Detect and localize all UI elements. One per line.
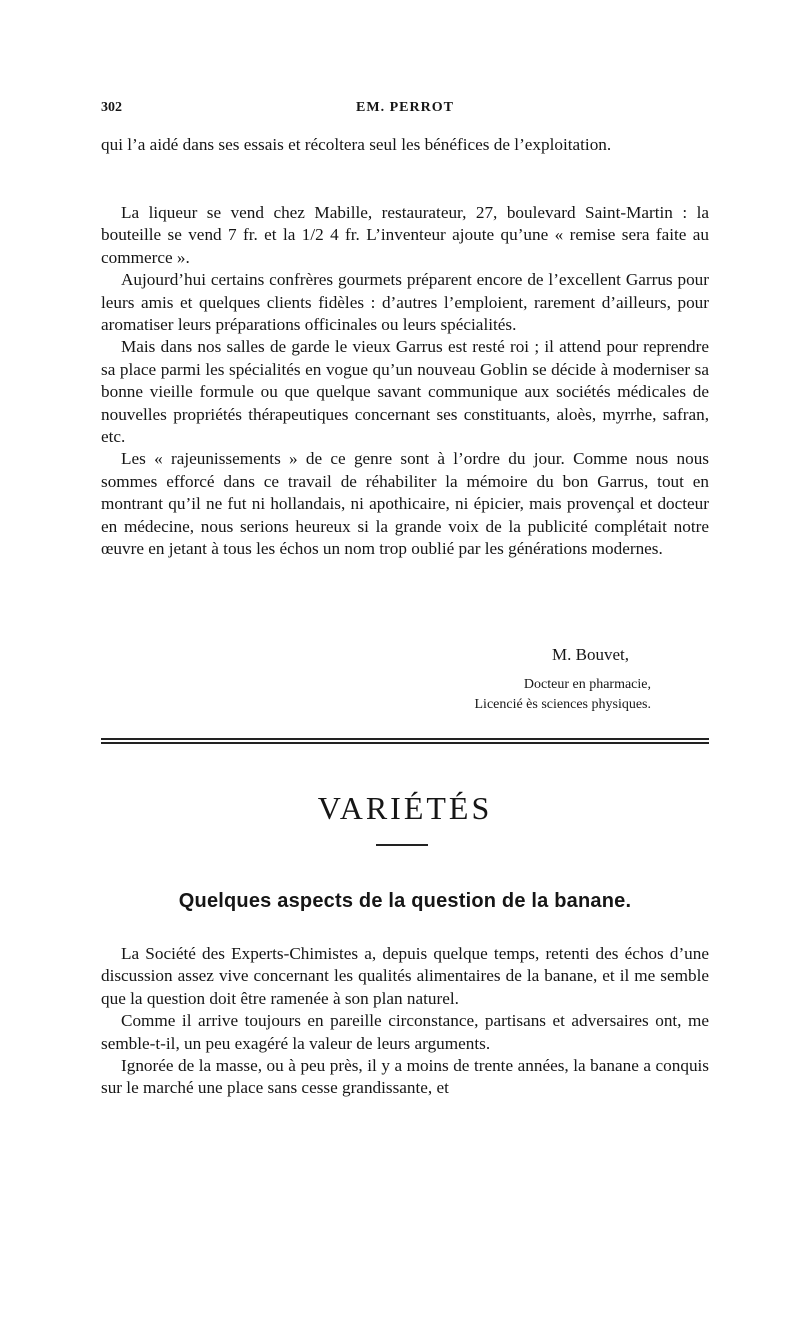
page-number: 302 bbox=[101, 100, 122, 115]
article-title: Quelques aspects de la question de la banane. bbox=[178, 890, 632, 912]
section-title: VARIÉTÉS bbox=[317, 790, 493, 826]
paragraph: Ignorée de la masse, ou à peu près, il y a moins de trente années, la banane a conquis sur le marché une place sans cesse grandissante, et bbox=[101, 1056, 709, 1098]
paragraph: Les « rajeunissements » de ce genre sont à l’ordre du jour. Comme nous nous sommes efforcé dans ce travail de réhabiliter la mémoire du bon Garrus, tout en montrant qu’il ne fut ni hollandais, ni apothicaire, ni épicier, mais provençal et docteur en médecine, nous serions heureux si la grande voix de la publicité complétait notre œuvre en jetant à tous les échos un nom trop oublié par les générations modernes. bbox=[101, 449, 709, 559]
title-rule bbox=[376, 844, 428, 846]
section-divider bbox=[101, 738, 709, 744]
signature-title-line: Docteur en pharmacie, bbox=[523, 677, 651, 692]
paragraph: Aujourd’hui certains confrères gourmets préparent encore de l’excellent Garrus pour leurs amis et quelques clients fidèles : d’autres l’emploient, rarement d’ailleurs, pour aromatiser leurs préparations officinales ou leurs spécialités. bbox=[101, 270, 709, 335]
signature-name: M. Bouvet, bbox=[552, 645, 629, 664]
running-head-author: EM. PERROT bbox=[356, 100, 454, 115]
paragraph: Mais dans nos salles de garde le vieux Garrus est resté roi ; il attend pour reprendre sa place parmi les spécialités en vogue qu’un nouveau Goblin se décide à moderniser sa bonne vieille formule ou que quelque savant communique aux sociétés médicales de nouvelles propriétés thérapeutiques concernant ses constituants, aloès, myrrhe, safran, etc. bbox=[101, 337, 709, 447]
paragraph: Comme il arrive toujours en pareille circonstance, partisans et adversaires ont, me semble-t-il, un peu exagéré la valeur de leurs arguments. bbox=[101, 1011, 709, 1053]
article1-text-body bbox=[101, 202, 709, 561]
article2-text-body bbox=[101, 943, 709, 1100]
article1-text-top bbox=[101, 134, 709, 156]
running-head bbox=[101, 100, 709, 122]
paragraph: La Société des Experts-Chimistes a, depuis quelque temps, retenti des échos d’une discussion assez vive concernant les qualités alimentaires de la banane, et il me semble que la question doit être ramenée à son plan naturel. bbox=[101, 944, 709, 1008]
paragraph: qui l’a aidé dans ses essais et récoltera seul les bénéfices de l’exploitation. bbox=[101, 135, 612, 154]
paragraph: La liqueur se vend chez Mabille, restaurateur, 27, boulevard Saint-Martin : la bouteille se vend 7 fr. et la 1/2 4 fr. L’inventeur ajoute qu’une « remise sera faite au commerce ». bbox=[101, 203, 709, 267]
signature-title-line: Licencié ès sciences physiques. bbox=[474, 697, 651, 712]
